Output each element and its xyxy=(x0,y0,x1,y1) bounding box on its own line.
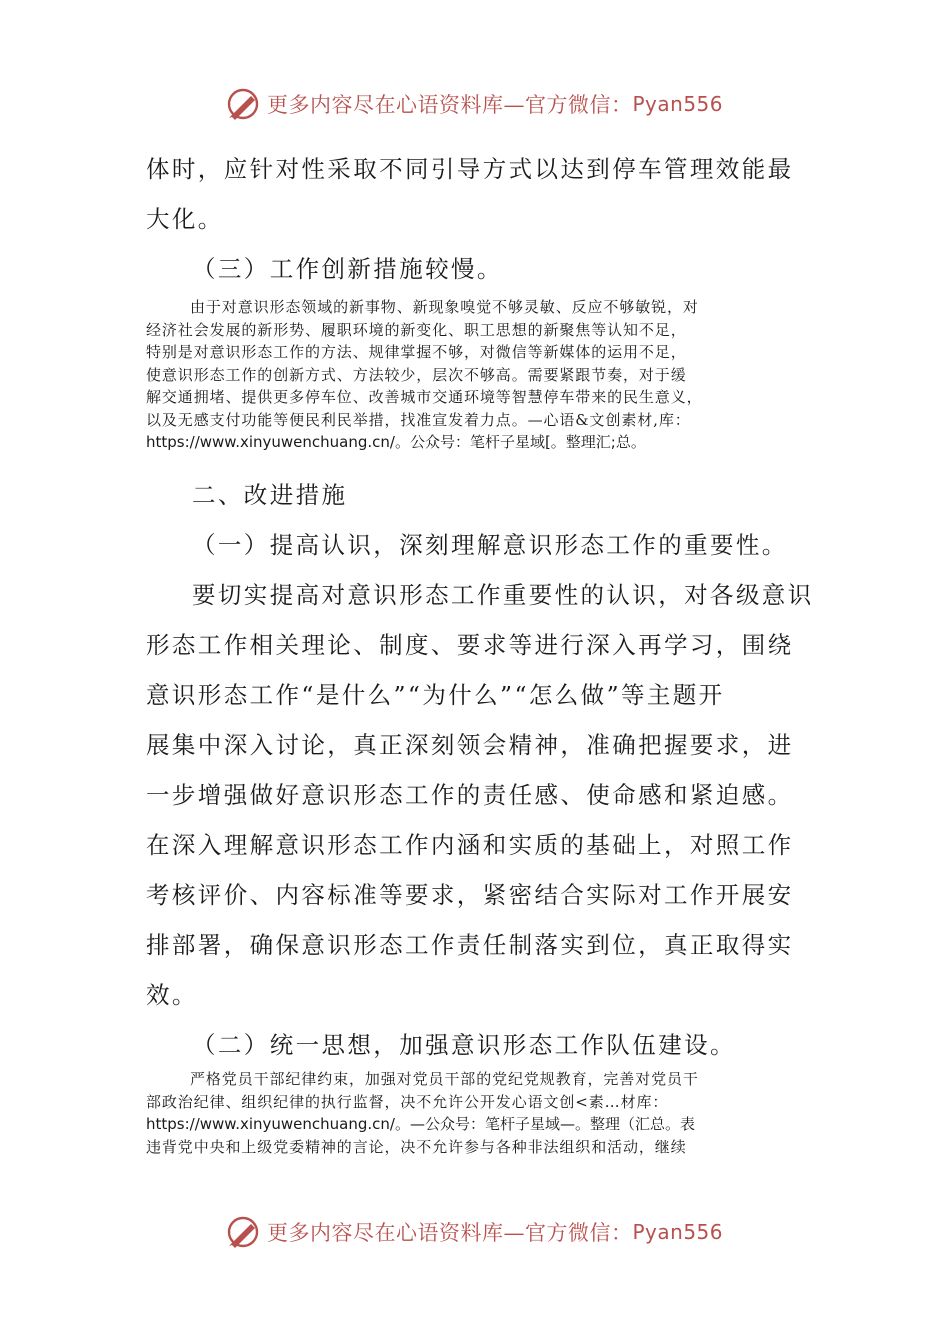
text-line: 形态工作相关理论、制度、要求等进行深入再学习，围绕 xyxy=(146,631,794,659)
document-body xyxy=(146,144,806,294)
section-heading: （三）工作创新措施较慢。 xyxy=(192,255,503,283)
text-line: 特别是对意识形态工作的方法、规律掌握不够，对微信等新媒体的运用不足， xyxy=(146,343,687,361)
banner-text: 更多内容尽在心语资料库—官方微信： xyxy=(267,93,633,117)
banner-text: 更多内容尽在心语资料库—官方微信： xyxy=(267,1221,633,1245)
text-line: 一步增强做好意识形态工作的责任感、使命感和紧迫感。 xyxy=(146,781,794,809)
header-banner xyxy=(225,84,745,124)
paragraph-small-2 xyxy=(146,1068,806,1158)
text-line: 展集中深入讨论，真正深刻领会精神，准确把握要求，进 xyxy=(146,731,794,759)
text-line: 经济社会发展的新形势、履职环境的新变化、职工思想的新聚焦等认知不足， xyxy=(146,320,687,339)
text-line: 使意识形态工作的创新方式、方法较少，层次不够高。需要紧跟节奏，对于缓 xyxy=(146,365,687,384)
text-line: 由于对意识形态领域的新事物、新现象嗅觉不够灵敏、反应不够敏锐，对 xyxy=(190,298,699,316)
text-line: 部政治纪律、组织纪律的执行监督，决不允许公开发心语文创<素…材库： xyxy=(146,1092,669,1111)
text-line: 违背党中央和上级党委精神的言论，决不允许参与各种非法组织和活动，继续 xyxy=(146,1137,687,1156)
banner-wechat-id: Pyan556 xyxy=(632,1220,724,1244)
text-line: 大化。 xyxy=(146,205,224,233)
text-line: 解交通拥堵、提供更多停车位、改善城市交通环境等智慧停车带来的民生意义， xyxy=(146,388,703,406)
text-line: 效。 xyxy=(146,981,198,1009)
subsection-heading: （一）提高认识，深刻理解意识形态工作的重要性。 xyxy=(192,531,788,559)
text-line: https://www.xinyuwenchuang.cn/。—公众号：笔杆子星域—。整理（汇总。表 xyxy=(146,1115,695,1133)
footer-banner xyxy=(225,1212,745,1252)
pen-seal-icon xyxy=(225,86,261,122)
text-line: 要切实提高对意识形态工作重要性的认识，对各级意识 xyxy=(192,581,814,609)
paragraph-small-1 xyxy=(146,296,806,454)
text-line: 意识形态工作“是什么”“为什么”“怎么做”等主题开 xyxy=(146,681,725,709)
pen-seal-icon xyxy=(225,1214,261,1250)
subsection-heading: （二）统一思想，加强意识形态工作队伍建设。 xyxy=(192,1031,736,1059)
text-line: 在深入理解意识形态工作内涵和实质的基础上，对照工作 xyxy=(146,831,794,859)
banner-wechat-id: Pyan556 xyxy=(632,92,724,116)
text-line: 排部署，确保意识形态工作责任制落实到位，真正取得实 xyxy=(146,931,794,959)
text-line: https://www.xinyuwenchuang.cn/。公众号：笔杆子星域[。整理汇;总。 xyxy=(146,433,646,451)
text-line: 以及无感支付功能等便民利民举措，找准宣发着力点。—心语&文创素材,库： xyxy=(146,410,691,429)
section-heading: 二、改进措施 xyxy=(192,481,348,509)
section-improvements xyxy=(146,470,814,1070)
text-line: 考核评价、内容标准等要求，紧密结合实际对工作开展安 xyxy=(146,881,794,909)
text-line: 体时，应针对性采取不同引导方式以达到停车管理效能最 xyxy=(146,155,794,183)
text-line: 严格党员干部纪律约束，加强对党员干部的党纪党规教育，完善对党员干 xyxy=(190,1070,699,1088)
